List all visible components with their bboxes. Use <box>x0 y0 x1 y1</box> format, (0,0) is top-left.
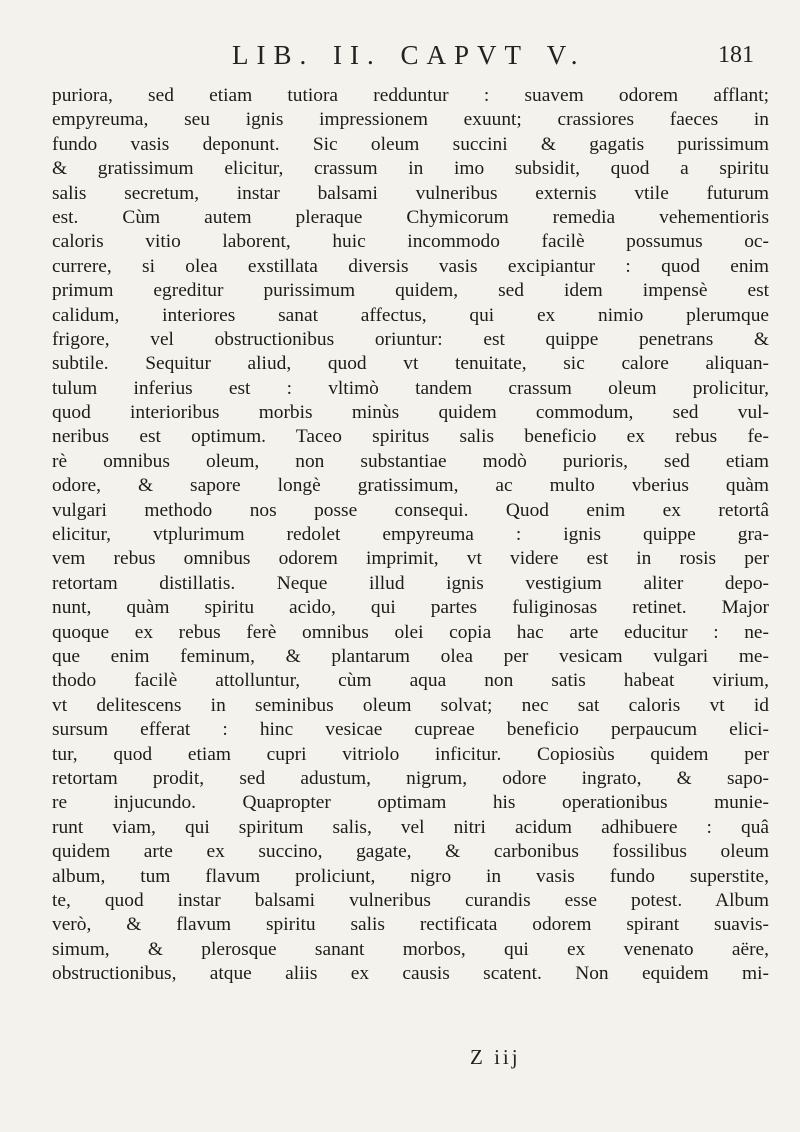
text-line: empyreuma, seu ignis impressionem exuunt; crassiores faeces in <box>52 109 769 131</box>
text-line: odore, & sapore longè gratissimum, ac multo vberius quàm <box>52 475 769 497</box>
text-line: est. Cùm autem pleraque Chymicorum remedia vehementioris <box>52 206 769 228</box>
text-line: quidem arte ex succino, gagate, & carbonibus fossilibus oleum <box>52 841 769 863</box>
text-line: primum egreditur purissimum quidem, sed idem impensè est <box>52 280 769 302</box>
text-line: salis secretum, instar balsami vulneribus externis vtile futurum <box>52 182 769 204</box>
text-line: retortam distillatis. Neque illud ignis vestigium aliter depo- <box>52 572 769 594</box>
text-line: caloris vitio laborent, huic incommodo facilè possumus oc- <box>52 231 769 253</box>
text-line: elicitur, vtplurimum redolet empyreuma : ignis quippe gra- <box>52 524 769 546</box>
text-line: tur, quod etiam cupri vitriolo inficitur. Copiosiùs quidem per <box>52 743 769 765</box>
page-number: 181 <box>718 42 754 68</box>
text-line: calidum, interiores sanat affectus, qui ex nimio plerumque <box>52 304 769 326</box>
text-line: rè omnibus oleum, non substantiae modò purioris, sed etiam <box>52 450 769 472</box>
text-line: sursum efferat : hinc vesicae cupreae beneficio perpaucum elici- <box>52 719 769 741</box>
running-title: LIB. II. CAPVT V. <box>232 40 586 70</box>
text-line: retortam prodit, sed adustum, nigrum, odore ingrato, & sapo- <box>52 767 769 789</box>
text-line: nunt, quàm spiritu acido, qui partes fuliginosas retinet. Major <box>52 597 769 619</box>
text-line: re injucundo. Quapropter optimam his operationibus munie- <box>52 792 769 814</box>
text-line: simum, & plerosque sanant morbos, qui ex venenato aëre, <box>52 938 769 960</box>
text-line: te, quod instar balsami vulneribus curandis esse potest. Album <box>52 889 769 911</box>
text-line: currere, si olea exstillata diversis vasis excipiantur : quod enim <box>52 255 769 277</box>
text-line: quod interioribus morbis minùs quidem commodum, sed vul- <box>52 402 769 424</box>
text-line: neribus est optimum. Taceo spiritus salis beneficio ex rebus fe- <box>52 426 769 448</box>
page-header <box>0 40 800 74</box>
text-line: & gratissimum elicitur, crassum in imo subsidit, quod a spiritu <box>52 158 769 180</box>
signature-mark: Z iij <box>470 1045 521 1069</box>
text-line: vem rebus omnibus odorem imprimit, vt videre est in rosis per <box>52 548 769 570</box>
text-line: quoque ex rebus ferè omnibus olei copia hac arte educitur : ne- <box>52 621 769 643</box>
text-line: runt viam, qui spiritum salis, vel nitri acidum adhibuere : quâ <box>52 816 769 838</box>
body-text <box>52 84 769 986</box>
text-line: obstructionibus, atque aliis ex causis scatent. Non equidem mi- <box>52 963 769 985</box>
text-line: puriora, sed etiam tutiora redduntur : suavem odorem afflant; <box>52 85 769 106</box>
text-line: tulum inferius est : vltimò tandem crassum oleum prolicitur, <box>52 377 769 399</box>
text-line: album, tum flavum proliciunt, nigro in vasis fundo superstite, <box>52 865 769 887</box>
text-line: fundo vasis deponunt. Sic oleum succini & gagatis purissimum <box>52 133 769 155</box>
text-line: subtile. Sequitur aliud, quod vt tenuitate, sic calore aliquan- <box>52 353 769 375</box>
text-line: frigore, vel obstructionibus oriuntur: est quippe penetrans & <box>52 328 769 350</box>
text-line: thodo facilè attolluntur, cùm aqua non satis habeat virium, <box>52 670 769 692</box>
text-line: vulgari methodo nos posse consequi. Quod enim ex retortâ <box>52 499 769 521</box>
text-line: verò, & flavum spiritu salis rectificata odorem spirant suavis- <box>52 914 769 936</box>
text-line: vt delitescens in seminibus oleum solvat; nec sat caloris vt id <box>52 694 769 716</box>
text-line: que enim feminum, & plantarum olea per vesicam vulgari me- <box>52 645 769 667</box>
